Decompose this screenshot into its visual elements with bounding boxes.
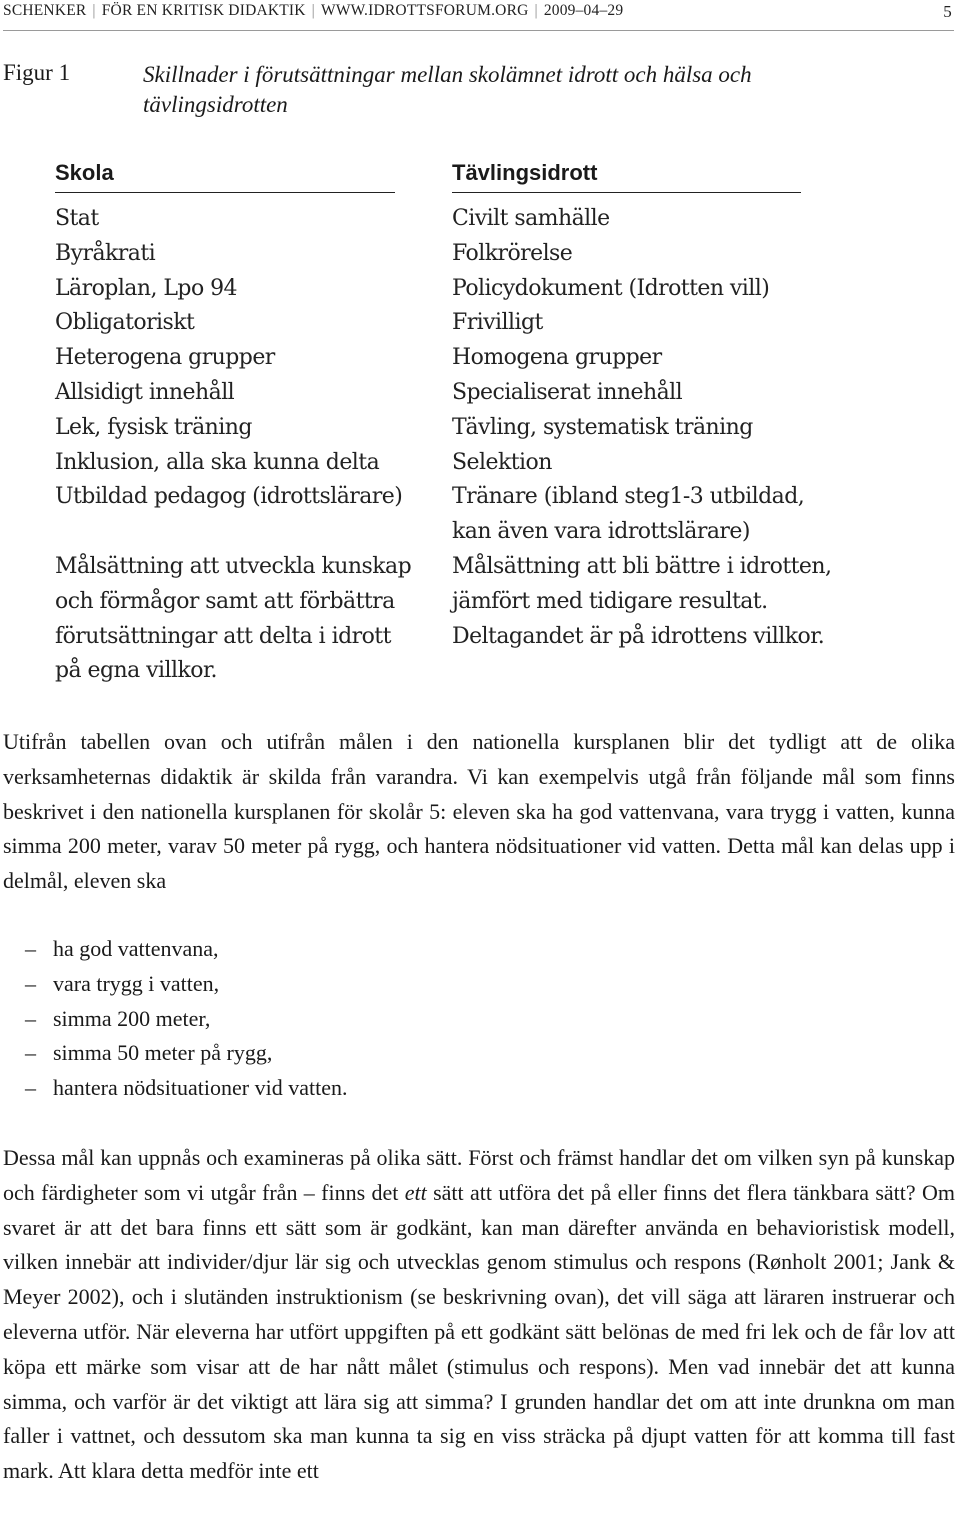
body-paragraph-2: [3, 1141, 955, 1489]
header-text: [3, 2, 623, 20]
table-cell: Folkrörelse: [452, 240, 573, 266]
table-cell: Deltagandet är på idrottens villkor.: [452, 623, 825, 649]
figure-caption: Skillnader i förutsättningar mellan skolämnet idrott och hälsa och tävlingsidrotten: [143, 62, 752, 117]
header-separator: |: [311, 2, 315, 19]
table-cell: på egna villkor.: [55, 658, 217, 684]
table-heading-skola: Skola: [55, 160, 395, 193]
bullet-dash: –: [25, 1075, 36, 1101]
table-cell: Tränare (ibland steg1-3 utbildad,: [452, 484, 805, 510]
list-item-text: simma 50 meter på rygg,: [53, 1040, 273, 1066]
table-cell: Policydokument (Idrotten vill): [452, 275, 770, 301]
table-cell: Specialiserat innehåll: [452, 379, 683, 405]
list-item: [3, 967, 347, 1002]
paragraph-2-text-start: Dessa mål kan uppnås och examineras på olika sätt. Först och främst handlar det om vilken syn på kunskap och färdigheter som vi utgår från – finns det: [3, 1145, 955, 1205]
table-column-skola: [55, 202, 435, 689]
table-cell: Utbildad pedagog (idrottslärare): [55, 484, 403, 510]
table-cell: Frivilligt: [452, 310, 543, 336]
body-paragraph-1: Utifrån tabellen ovan och utifrån målen i den nationella kursplanen blir det tydligt att de olika verksamheternas didaktik är skilda från varandra. Vi kan exempelvis utgå från följande mål som finns beskrivet i den nationella kursplanen för skolår 5: eleven ska ha god vattenvana, vara trygg i vatten, kunna simma 200 meter, varav 50 meter på rygg, och hantera nödsituationer vid vatten. Detta mål kan delas upp i delmål, eleven ska: [3, 729, 955, 894]
bullet-dash: –: [25, 1005, 36, 1031]
header-separator: |: [534, 2, 538, 19]
list-item: [3, 1036, 347, 1071]
table-cell: Inklusion, alla ska kunna delta: [55, 449, 380, 475]
table-cell: och förmågor samt att förbättra: [55, 588, 395, 614]
list-item-text: vara trygg i vatten,: [53, 970, 220, 996]
table-cell: Målsättning att bli bättre i idrotten,: [452, 553, 832, 579]
table-cell: Selektion: [452, 449, 552, 475]
list-item-text: ha god vattenvana,: [53, 936, 219, 961]
header-website: WWW.IDROTTSFORUM.ORG: [320, 2, 529, 19]
table-cell: förutsättningar att delta i idrott: [55, 623, 391, 649]
table-cell: Målsättning att utveckla kunskap: [55, 553, 412, 579]
table-cell: Läroplan, Lpo 94: [55, 275, 238, 301]
header-date: 2009–04–29: [543, 2, 624, 19]
table-cell: jämfört med tidigare resultat.: [452, 588, 768, 614]
list-item-text: hantera nödsituationer vid vatten.: [53, 1075, 348, 1101]
figure-label: Figur 1: [3, 60, 71, 85]
list-item: [3, 932, 347, 967]
bullet-dash: –: [25, 1040, 36, 1066]
header-title: FÖR EN KRITISK DIDAKTIK: [101, 2, 306, 19]
header-author: SCHENKER: [3, 2, 87, 19]
table-column-tavlingsidrott: [452, 202, 872, 654]
table-cell: Tävling, systematisk träning: [452, 414, 753, 440]
bullet-dash: –: [25, 970, 36, 996]
table-cell: Stat: [55, 206, 99, 231]
list-item: [3, 1071, 347, 1106]
table-cell: Allsidigt innehåll: [55, 379, 235, 405]
table-row-spacer: [55, 515, 435, 550]
table-cell: Lek, fysisk träning: [55, 414, 252, 440]
list-item-text: simma 200 meter,: [53, 1005, 211, 1031]
table-cell: Heterogena grupper: [55, 345, 275, 371]
page-number: 5: [943, 2, 952, 21]
bullet-list: [3, 932, 347, 1106]
table-cell: Byråkrati: [55, 240, 156, 266]
bullet-dash: –: [25, 936, 36, 961]
table-cell: kan även vara idrottslärare): [452, 519, 750, 545]
table-cell: Homogena grupper: [452, 345, 662, 371]
paragraph-2-text-end: sätt att utföra det på eller finns det flera tänkbara sätt? Om svaret är att det bara finns ett sätt som är godkänt, kan man därefter använda en behavioristisk modell, vilken innebär att individer/djur lär sig och utvecklas genom stimulus och respons (Rønholt 2001; Jank & Meyer 2002), och i slutänden instruktionism (se beskrivning ovan), det vill säga att läraren instruerar och eleverna utför. När eleverna har utfört uppgiften på ett godkänt sätt belönas de med fri lek och de får lov att köpa ett märke som visar att de har nått målet (stimulus och respons). Men vad innebär det att kunna simma, och varför är det viktigt att lära sig att simma? I grunden handlar det om att inte drunkna om man faller i vattnet, och dessutom ska man kunna ta sig en viss sträcka på djupt vatten för att komma till fast mark. Att klara detta medför inte ett: [3, 1179, 955, 1484]
header-separator: |: [92, 2, 96, 19]
list-item: [3, 1002, 347, 1037]
paragraph-2-emphasis: ett: [404, 1179, 427, 1205]
running-header: [3, 2, 954, 31]
table-cell: Obligatoriskt: [55, 310, 195, 336]
table-cell: Civilt samhälle: [452, 206, 610, 231]
table-heading-tavlingsidrott: Tävlingsidrott: [452, 160, 801, 193]
